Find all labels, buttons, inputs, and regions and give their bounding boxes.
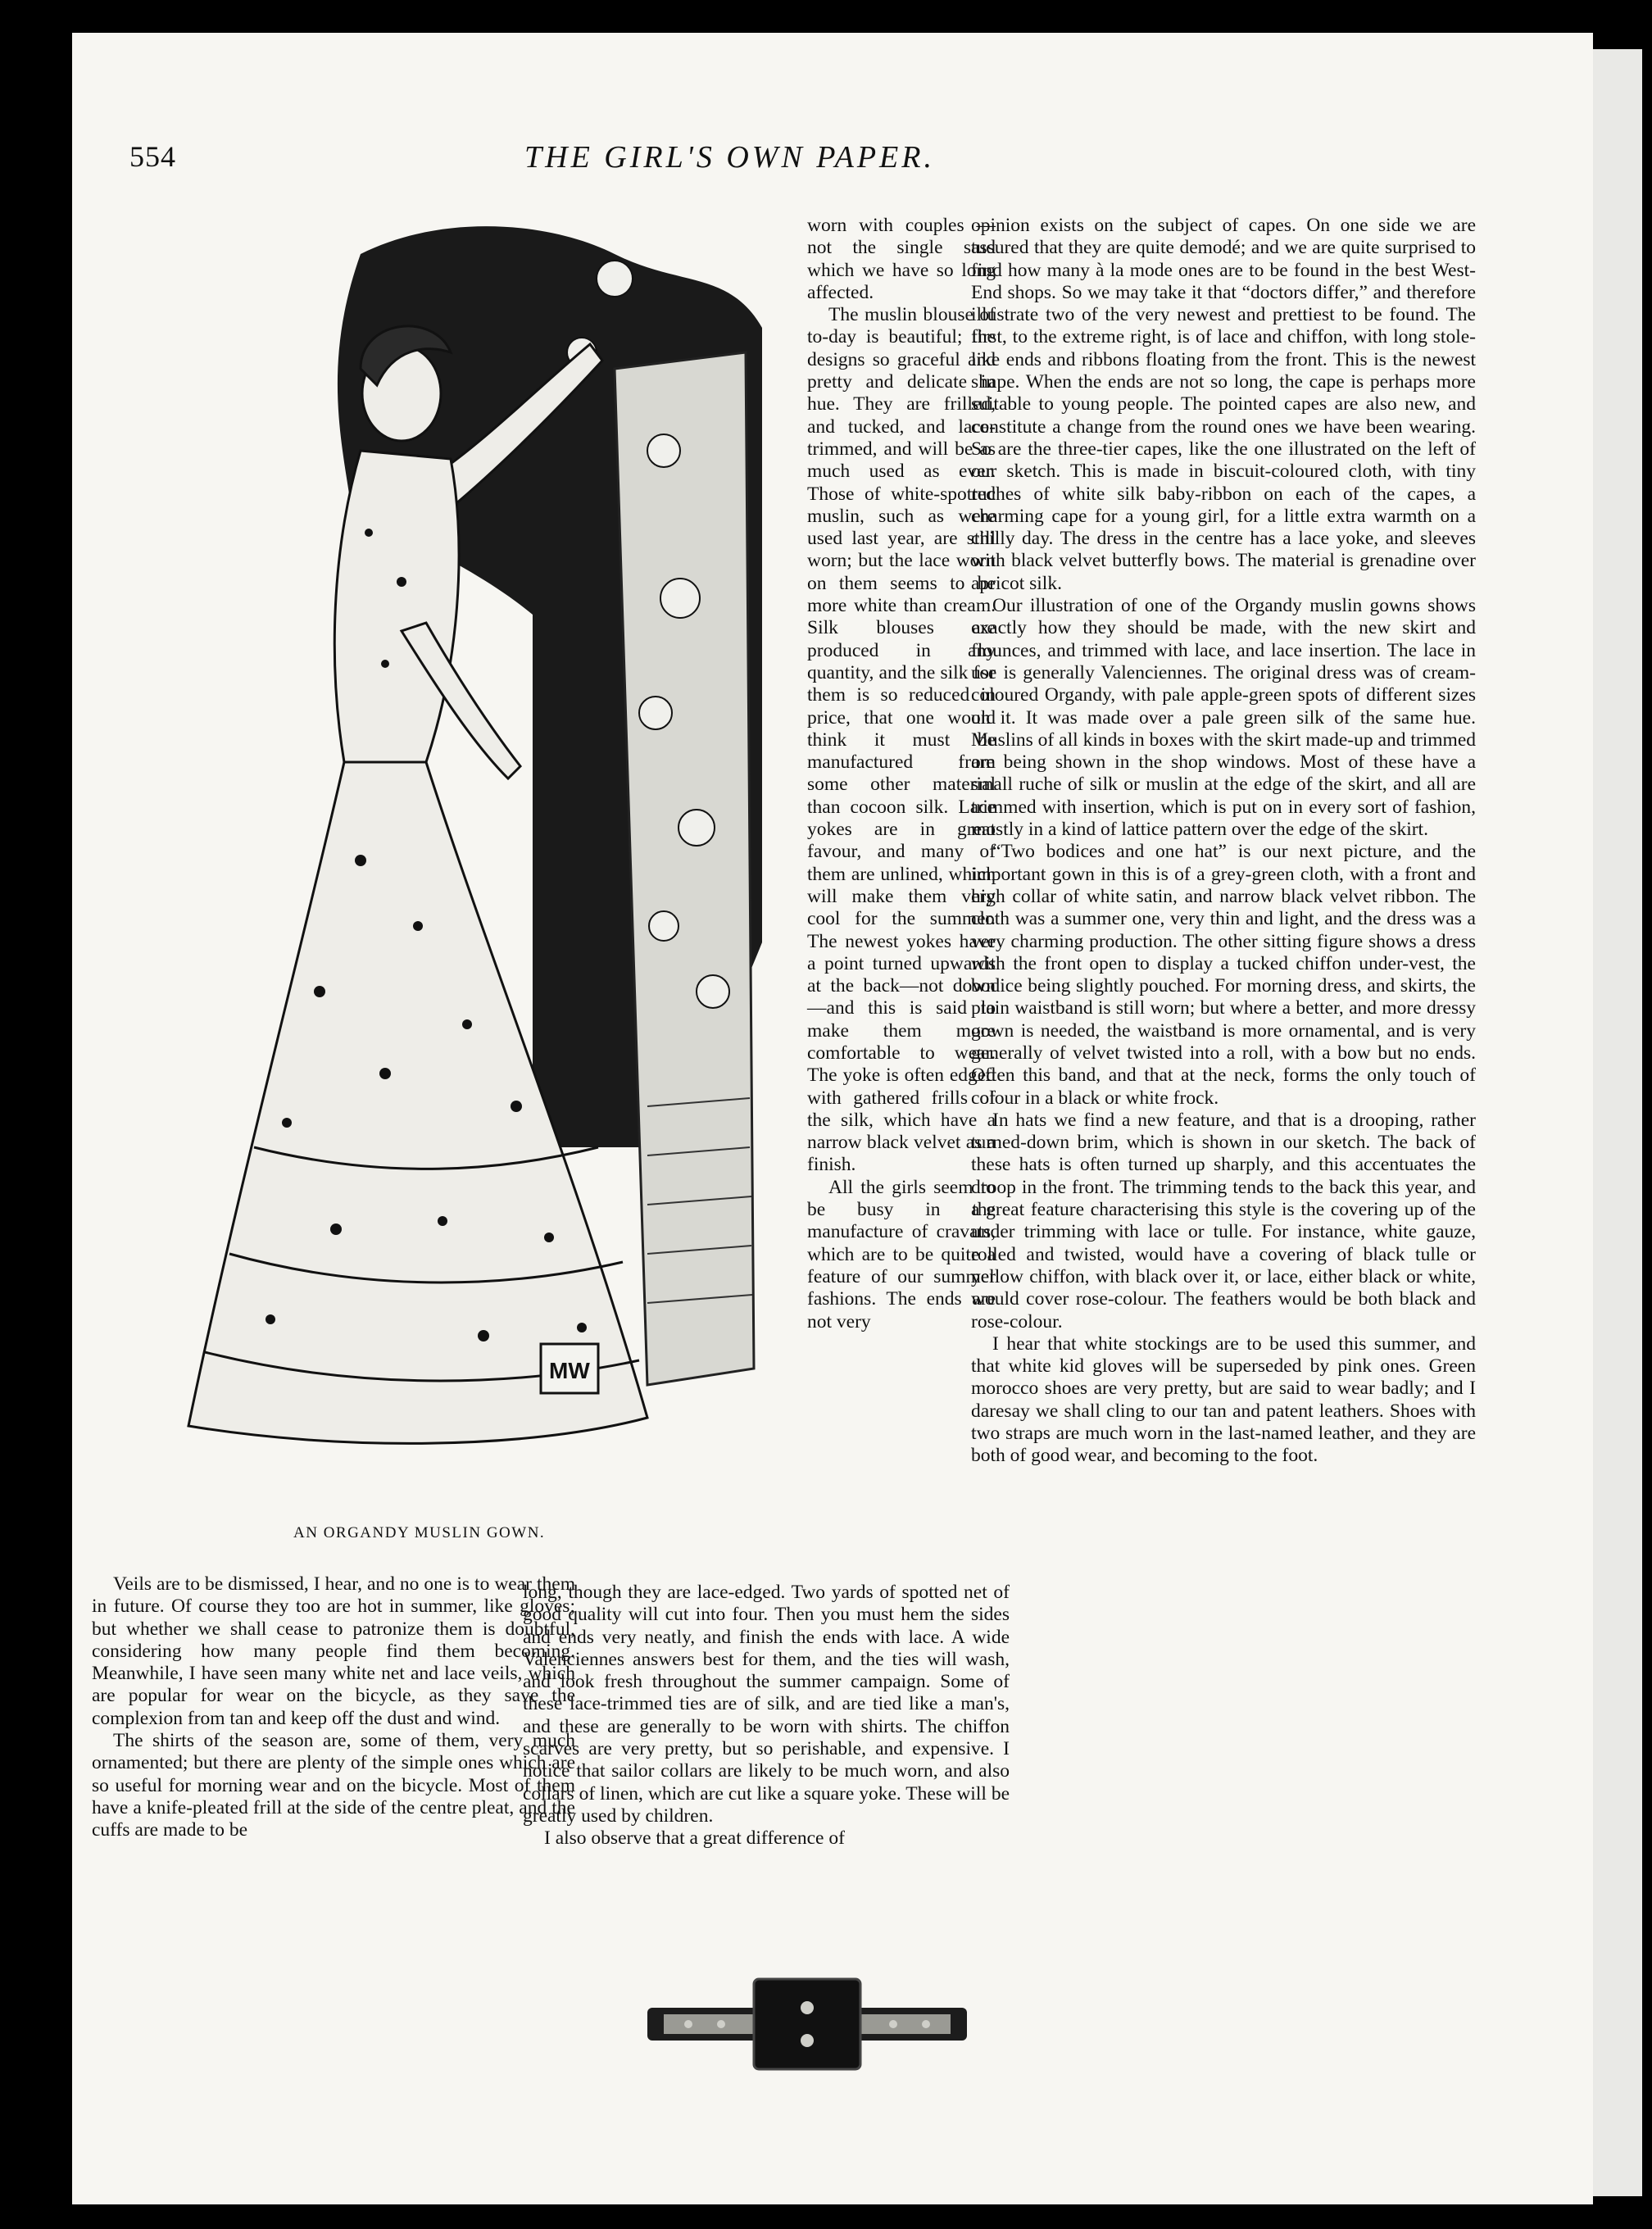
book-spine-edge	[1593, 49, 1642, 2196]
brick-pillar	[615, 352, 754, 1385]
monogram-box	[541, 1344, 598, 1393]
paragraph: Our illustration of one of the Organdy muslin gowns shows exactly how they should be made, with the new skirt and flounces, and trimmed with lace, and lace insertion. The lace in use is generally Valenciennes. The original dress was of cream-coloured Organdy, with pale apple-green spots of different sizes on it. It was made over a pale green silk of the same hue. Muslins of all kinds in boxes with the skirt made-up and trimmed are being shown in the shop windows. Most of these have a small ruche of silk or muslin at the edge of the skirt, and all are trimmed with insertion, which is put on in every sort of fashion, mostly in a kind of lattice pattern over the edge of the skirt.	[971, 595, 1476, 841]
article-column-bottom-left	[92, 1573, 575, 1842]
paragraph: All the girls seem to be busy in the manufacture of cravats, which are to be quite a feature of our summer fashions. The ends are not very	[807, 1176, 996, 1332]
article-column-bottom-middle	[523, 1582, 1010, 1850]
paragraph: “Two bodices and one hat” is our next picture, and the important gown in this is of a grey-green cloth, with a front and high collar of white satin, and narrow black velvet ribbon. The cloth was a summer one, very thin and light, and the dress was a very charming production. The other sitting figure shows a dress with the front open to display a tucked chiffon under-vest, the bodice being slightly pouched. For morning dress, and skirts, the plain waistband is still worn; but where a better, and more dressy gown is needed, the waistband is more ornamental, and is very generally of velvet twisted into a roll, with a bow but no ends. Often this band, and that at the neck, forms the only touch of colour in a black or white frock.	[971, 841, 1476, 1109]
paragraph: long, though they are lace-edged. Two yards of spotted net of good quality will cut into four. Then you must hem the sides and ends very neatly, and finish the ends with lace. A wide Valenciennes answers best for them, and the ties will wash, and look fresh throughout the summer campaign. Some of these lace-trimmed ties are of silk, and are tied like a man's, and these are generally to be worn with shirts. The chiffon scarves are very pretty, but so perishable, and expensive. I notice that sailor collars are likely to be much worn, and also collars of linen, which are cut like a square yoke. These will be greatly used by children.	[523, 1582, 1010, 1827]
paragraph: In hats we find a new feature, and that is a drooping, rather turned-down brim, which is shown in our sketch. The back of these hats is often turned up sharply, and this accentuates the droop in the front. The trimming tends to the back this year, and a great feature characterising this style is the covering up of the under trimming with lace or tulle. For instance, white gauze, rolled and twisted, would have a covering of black tulle or yellow chiffon, with black over it, or lace, either black or white, would cover rose-colour. The feathers would be both black and rose-colour.	[971, 1109, 1476, 1332]
paragraph: The muslin blouse of to-day is beautiful; the designs so graceful and pretty and delicate in hue. They are frilled, and tucked, and lace-trimmed, and will be as much used as ever. Those of white-spotted muslin, such as were used last year, are still worn; but the lace worn on them seems to be more white than cream. Silk blouses are produced in any quantity, and the silk for them is so reduced in price, that one would think it must be manufactured from some other material than cocoon silk. Lace yokes are in great favour, and many of them are unlined, which will make them very cool for the summer. The newest yokes have a point turned upwards at the back—not down—and this is said to make them more comfortable to wear. The yoke is often edged with gathered frills of the silk, which have a narrow black velvet as a finish.	[807, 304, 996, 1176]
paragraph: Veils are to be dismissed, I hear, and no one is to wear them in future. Of course they too are hot in summer, like gloves; but whether we shall cease to patronize them is doubtful, considering how many people find them becoming. Meanwhile, I have seen many white net and lace veils, which are popular for wear on the bicycle, as they save the complexion from tan and keep off the dust and wind.	[92, 1573, 575, 1729]
decorative-brooch-ornament	[631, 1975, 983, 2073]
paragraph: The shirts of the season are, some of them, very much ornamented; but there are plenty of the simple ones which are so useful for morning wear and on the bicycle. Most of them have a knife-pleated frill at the side of the centre pleat, and the cuffs are made to be	[92, 1730, 575, 1841]
page-header	[0, 139, 1521, 197]
paragraph: worn with couples —not the single stud which we have so long affected.	[807, 215, 996, 303]
organdy-gown-illustration	[156, 205, 811, 1475]
running-title: THE GIRL'S OWN PAPER.	[524, 140, 935, 175]
article-column-narrow	[807, 215, 996, 1333]
illustration-caption: AN ORGANDY MUSLIN GOWN.	[293, 1524, 546, 1541]
paragraph: opinion exists on the subject of capes. On one side we are assured that they are quite demodé; and we are quite surprised to find how many à la mode ones are to be found in the best West-End shops. So we may take it that “doctors differ,” and therefore illustrate two of the very newest and prettiest to be found. The first, to the extreme right, is of lace and chiffon, with long stole-like ends and ribbons floating from the front. This is the newest shape. When the ends are not so long, the cape is perhaps more suitable to young people. The pointed capes are also new, and constitute a change from the round ones we have been wearing. So are the three-tier capes, like the one illustrated on the left of our sketch. This is made in biscuit-coloured cloth, with tiny ruches of white silk baby-ribbon on each of the capes, a charming cape for a young girl, for a little extra warmth on a chilly day. The dress in the centre has a lace yoke, and sleeves with black velvet butterfly bows. The material is grenadine over apricot silk.	[971, 215, 1476, 594]
illustrator-monogram: MW	[549, 1358, 590, 1383]
paragraph: I hear that white stockings are to be used this summer, and that white kid gloves will be superseded by pink ones. Green morocco shoes are very pretty, but are said to wear badly; and I daresay we shall cling to our tan and patent leathers. Shoes with two straps are much worn in the last-named leather, and they are both of good wear, and becoming to the foot.	[971, 1332, 1476, 1467]
page-number: 554	[129, 140, 176, 173]
bodice	[334, 451, 459, 762]
article-column-right	[971, 215, 1476, 1468]
paragraph: I also observe that a great difference of	[544, 1827, 845, 1850]
